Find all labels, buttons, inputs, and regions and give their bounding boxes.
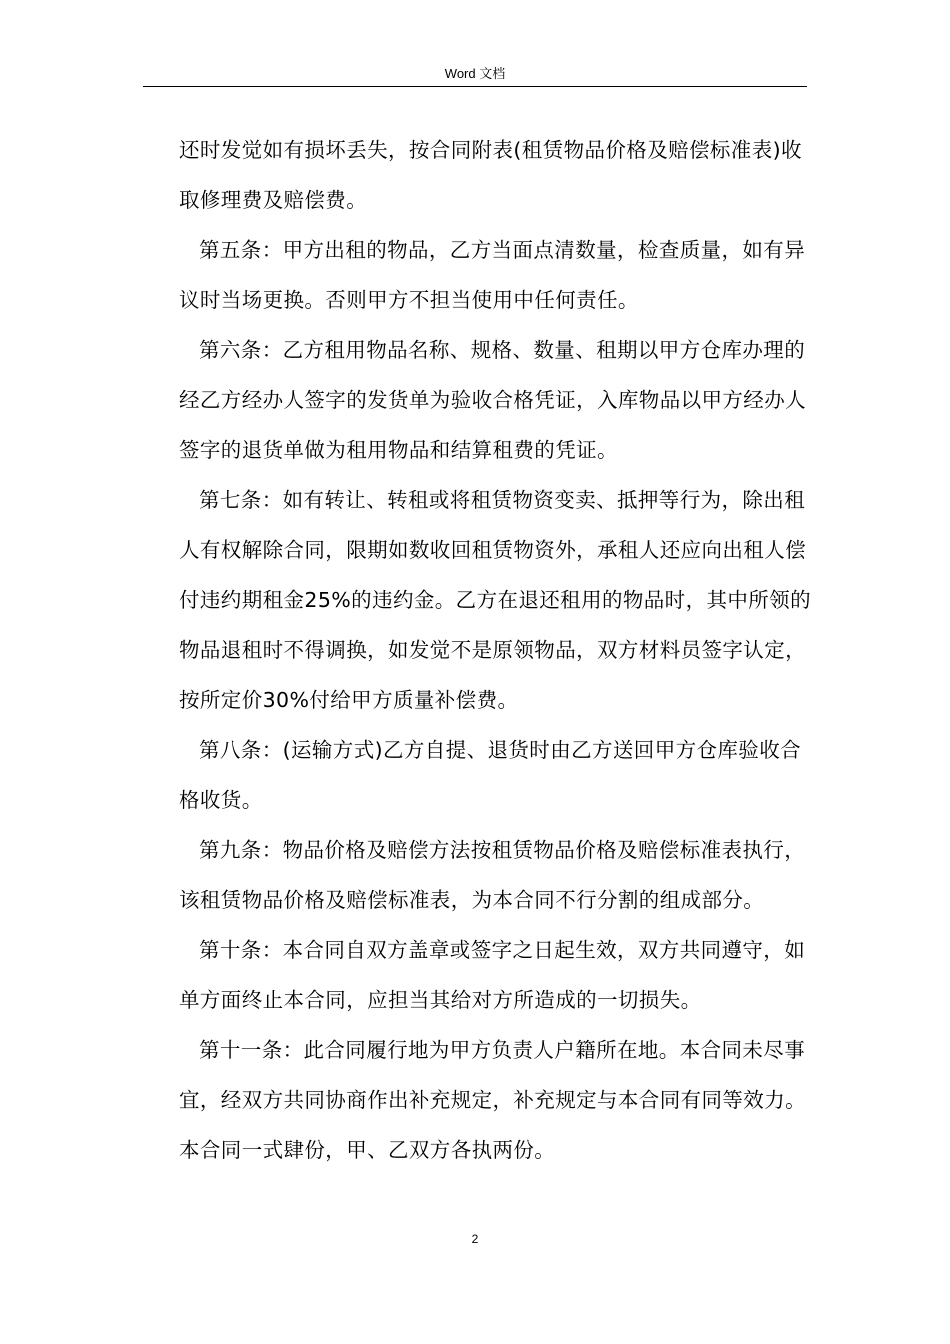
document-body bbox=[179, 125, 811, 1175]
paragraph-continuation: 还时发觉如有损坏丢失，按合同附表(租赁物品价格及赔偿标准表)收取修理费及赔偿费。 bbox=[179, 138, 802, 212]
page-header: Word 文档 bbox=[444, 66, 506, 81]
page-number: 2 bbox=[471, 1232, 479, 1246]
paragraph-article-6: 第六条：乙方租用物品名称、规格、数量、租期以甲方仓库办理的经乙方经办人签字的发货单为验收合格凭证，入库物品以甲方经办人签字的退货单做为租用物品和结算租费的凭证。 bbox=[179, 338, 806, 462]
paragraph-article-11: 第十一条：此合同履行地为甲方负责人户籍所在地。本合同未尽事宜，经双方共同协商作出补充规定，补充规定与本合同有同等效力。本合同一式肆份，甲、乙双方各执两份。 bbox=[179, 1038, 806, 1162]
header-divider bbox=[143, 86, 807, 87]
paragraph-article-7: 第七条：如有转让、转租或将租赁物资变卖、抵押等行为，除出租人有权解除合同，限期如数收回租赁物资外，承租人还应向出租人偿付违约期租金25%的违约金。乙方在退还租用的物品时，其中所领的物品退租时不得调换，如发觉不是原领物品，双方材料员签字认定，按所定价30%付给甲方质量补偿费。 bbox=[179, 488, 811, 712]
paragraph-article-8: 第八条：(运输方式)乙方自提、退货时由乙方送回甲方仓库验收合格收货。 bbox=[179, 738, 801, 812]
paragraph-article-9: 第九条：物品价格及赔偿方法按租赁物品价格及赔偿标准表执行，该租赁物品价格及赔偿标准表，为本合同不行分割的组成部分。 bbox=[179, 838, 806, 912]
paragraph-article-5: 第五条：甲方出租的物品，乙方当面点清数量，检查质量，如有异议时当场更换。否则甲方不担当使用中任何责任。 bbox=[179, 238, 806, 312]
paragraph-article-10: 第十条：本合同自双方盖章或签字之日起生效，双方共同遵守，如单方面终止本合同，应担当其给对方所造成的一切损失。 bbox=[179, 938, 806, 1012]
